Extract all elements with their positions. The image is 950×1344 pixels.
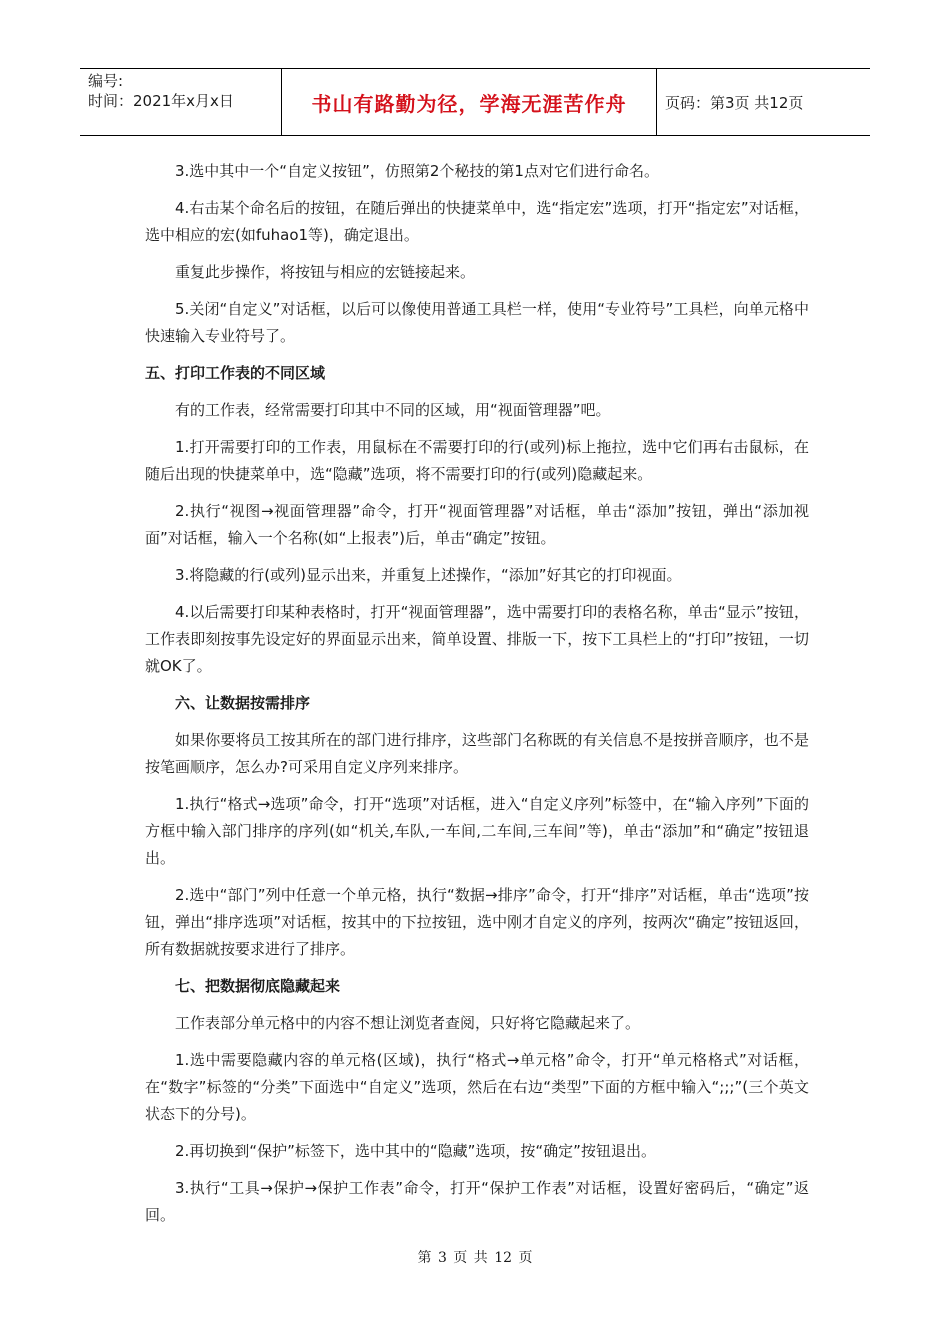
body-paragraph: 1.打开需要打印的工作表，用鼠标在不需要打印的行(或列)标上拖拉，选中它们再右击鼠标，在随后出现的快捷菜单中，选“隐藏”选项，将不需要打印的行(或列)隐藏起来。 (145, 438, 809, 483)
body-paragraph: 有的工作表，经常需要打印其中不同的区域，用“视面管理器”吧。 (175, 401, 611, 419)
body-paragraph: 2.再切换到“保护”标签下，选中其中的“隐藏”选项，按“确定”按钮退出。 (175, 1142, 656, 1160)
body-paragraph: 如果你要将员工按其所在的部门进行排序，这些部门名称既的有关信息不是按拼音顺序，也不是按笔画顺序，怎么办?可采用自定义序列来排序。 (145, 731, 809, 776)
body-paragraph: 4.右击某个命名后的按钮，在随后弹出的快捷菜单中，选“指定宏”选项，打开“指定宏”对话框，选中相应的宏(如fuhao1等)，确定退出。 (145, 199, 809, 244)
section-heading: 六、让数据按需排序 (175, 694, 311, 712)
header-page-info: 页码：第3页 共12页 (665, 93, 804, 112)
header-motto: 书山有路勤为径，学海无涯苦作舟 (282, 69, 657, 135)
body-paragraph: 2.选中“部门”列中任意一个单元格，执行“数据→排序”命令，打开“排序”对话框，单击“选项”按钮，弹出“排序选项”对话框，按其中的下拉按钮，选中刚才自定义的序列，按两次“确定”按钮返回，所有数据就按要求进行了排序。 (145, 886, 809, 958)
body-paragraph: 工作表部分单元格中的内容不想让浏览者查阅，只好将它隐藏起来了。 (175, 1014, 641, 1032)
page-header (80, 68, 870, 136)
document-body (145, 158, 809, 1239)
body-paragraph: 3.执行“工具→保护→保护工作表”命令，打开“保护工作表”对话框，设置好密码后，“确定”返回。 (145, 1179, 809, 1224)
body-paragraph: 1.选中需要隐藏内容的单元格(区域)，执行“格式→单元格”命令，打开“单元格格式”对话框，在“数字”标签的“分类”下面选中“自定义”选项，然后在右边“类型”下面的方框中输入“;;;”(三个英文状态下的分号)。 (145, 1051, 809, 1123)
body-paragraph: 4.以后需要打印某种表格时，打开“视面管理器”，选中需要打印的表格名称，单击“显示”按钮，工作表即刻按事先设定好的界面显示出来，简单设置、排版一下，按下工具栏上的“打印”按钮，一切就OK了。 (145, 603, 809, 675)
body-paragraph: 3.选中其中一个“自定义按钮”，仿照第2个秘技的第1点对它们进行命名。 (175, 162, 659, 180)
section-heading: 五、打印工作表的不同区域 (145, 364, 326, 382)
document-time-label: 时间：2021年x月x日 (88, 92, 234, 110)
body-paragraph: 重复此步操作，将按钮与相应的宏链接起来。 (175, 263, 476, 281)
body-paragraph: 1.执行“格式→选项”命令，打开“选项”对话框，进入“自定义序列”标签中，在“输入序列”下面的方框中输入部门排序的序列(如“机关,车队,一车间,二车间,三车间”等)，单击“添加”和“确定”按钮退出。 (145, 795, 809, 867)
body-paragraph: 3.将隐藏的行(或列)显示出来，并重复上述操作，“添加”好其它的打印视面。 (175, 566, 682, 584)
document-number-label: 编号: (88, 72, 124, 90)
body-paragraph: 2.执行“视图→视面管理器”命令，打开“视面管理器”对话框，单击“添加”按钮，弹出“添加视面”对话框，输入一个名称(如“上报表”)后，单击“确定”按钮。 (145, 502, 809, 547)
page-footer: 第 3 页 共 12 页 (417, 1250, 533, 1266)
header-meta (80, 69, 282, 135)
section-heading: 七、把数据彻底隐藏起来 (175, 977, 341, 995)
body-paragraph: 5.关闭“自定义”对话框，以后可以像使用普通工具栏一样，使用“专业符号”工具栏，向单元格中快速输入专业符号了。 (145, 300, 809, 345)
